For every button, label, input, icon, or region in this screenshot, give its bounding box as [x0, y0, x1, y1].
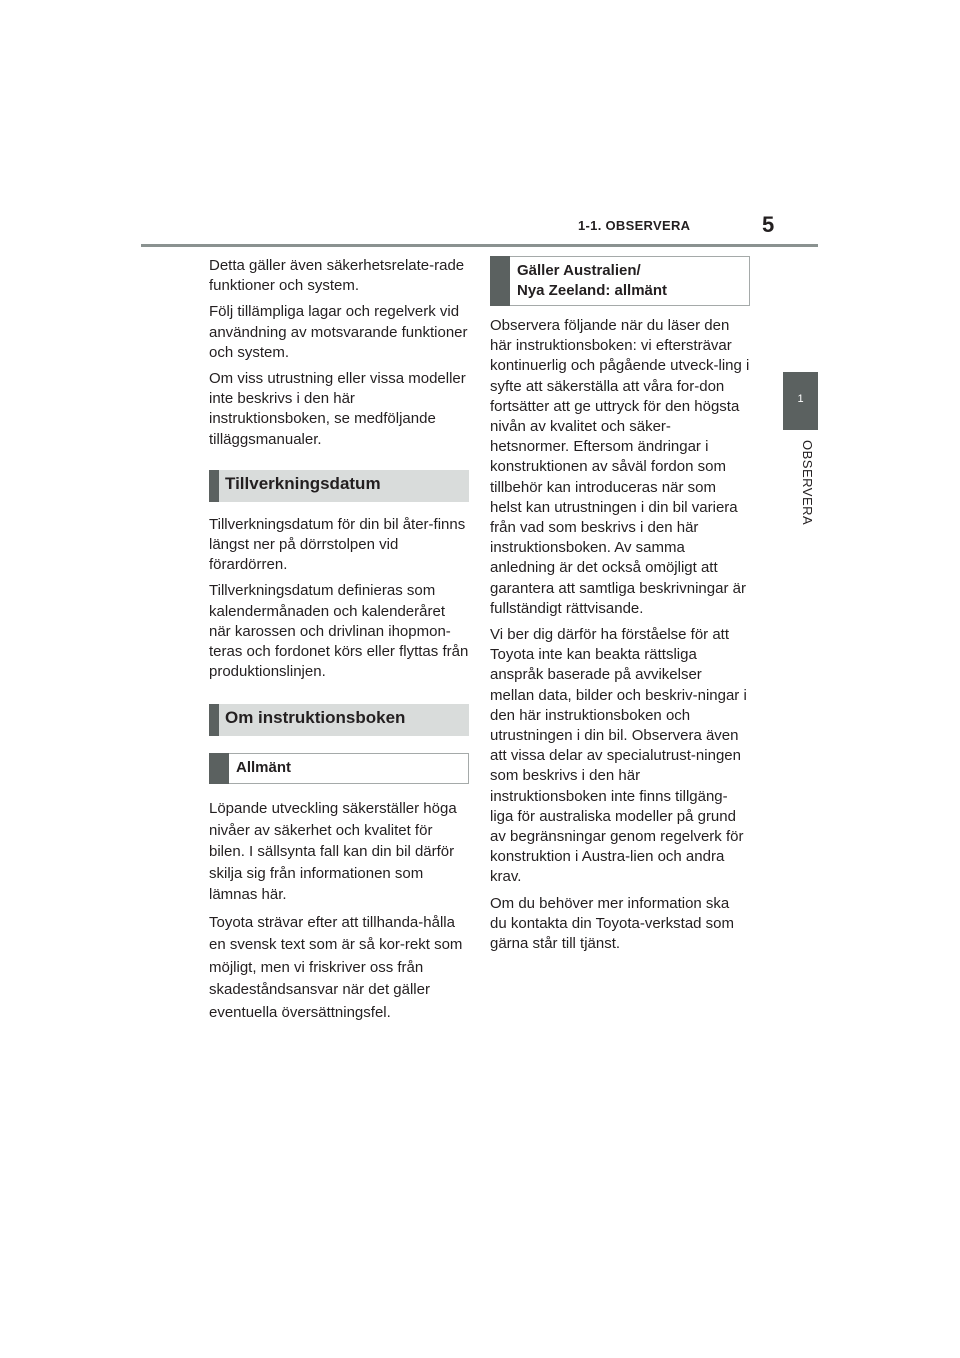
page-number: 5 — [762, 212, 775, 237]
subsection-heading-australien — [490, 256, 750, 306]
subsection-heading-text: Allmänt — [236, 759, 292, 777]
body-paragraph: Tillverkningsdatum definieras som kalendermånaden och kalenderåret när karossen och drivlinan ihopmon-teras och fordonet körs eller flyttas från produktionslinjen. — [209, 582, 469, 681]
body-paragraph: Om du behöver mer information ska du kontakta din Toyota-verkstad som gärna står till tjänst. — [490, 894, 735, 953]
subsection-body — [209, 798, 469, 1024]
body-paragraph: Toyota strävar efter att tillhanda-hålla en svensk text som är så kor-rekt som möjligt, men vi friskriver oss från skadeståndsansvar när det gäller eventuella översättningsfel. — [209, 913, 463, 1021]
section-heading-om-instruktionsboken — [209, 704, 469, 736]
subheading-marker — [209, 753, 229, 784]
chapter-tab-number: 1 — [797, 393, 804, 405]
intro-paragraph: Detta gäller även säkerhetsrelate-rade funktioner och system. — [209, 257, 465, 295]
heading-marker — [209, 704, 219, 736]
body-paragraph: Löpande utveckling säkerställer höga nivåer av säkerhet och kvalitet för bilen. I sällsynta fall kan din bil därför skilja sig från informationen som lämnas här. — [209, 800, 457, 904]
subsection-heading-line: Gäller Australien/ — [517, 262, 641, 279]
heading-marker — [209, 470, 219, 502]
section-heading-text: Tillverkningsdatum — [225, 473, 381, 493]
body-paragraph: Vi ber dig därför ha förståelse för att Toyota inte kan beakta rättsliga anspråk baserade på avvikelser mellan data, bilder och beskriv-ningar i den här instruktionsboken och utrustningen i din bil. Observera även att vissa delar av specialutrust-ningen som beskrivs i den här instruktionsboken inte finns tillgäng-liga för australiska modeller på grund av begränsningar genom regelverk för konstruktion i Austra-lien och andra krav. — [490, 626, 747, 886]
body-paragraph: Tillverkningsdatum för din bil åter-finns längst ner på dörrstolpen vid förardörren. — [209, 515, 466, 574]
section-heading-text: Om instruktionsboken — [225, 708, 406, 728]
intro-paragraph: Om viss utrustning eller vissa modeller inte beskrivs i den här instruktionsboken, se medföljande tilläggsmanualer. — [209, 370, 466, 448]
header-divider — [141, 244, 818, 247]
right-column — [490, 256, 750, 960]
subsection-heading-text — [517, 261, 667, 301]
section-header: 1-1. OBSERVERA — [578, 218, 691, 233]
chapter-side-label-text: OBSERVERA — [800, 440, 815, 526]
chapter-side-label — [780, 440, 820, 540]
subheading-marker — [490, 256, 510, 306]
left-column — [209, 256, 469, 1030]
body-paragraph: Observera följande när du läser den här instruktionsboken: vi eftersträvar kontinuerlig och pågående utveck-ling i syfte att säkerställa att våra for-don fortsätter att ge uttryck för den högsta nivån av kvalitet och säker-hetsnormer. Eftersom ändringar i konstruktionen av såväl fordon som tillbehör kan introduceras när som helst kan utrustningen i din bil variera från vad som beskrivs i den här instruktionsboken. Av samma anledning är det också omöjligt att garantera att samtliga beskrivningar är fullständigt rättvisande. — [490, 317, 750, 617]
subsection-heading-allmant — [209, 753, 469, 784]
intro-paragraph: Följ tillämpliga lagar och regelverk vid användning av motsvarande funktioner och system. — [209, 303, 468, 361]
section-heading-tillverkningsdatum — [209, 470, 469, 502]
chapter-tab[interactable] — [783, 372, 818, 430]
subsection-heading-line: Nya Zeeland: allmänt — [517, 282, 668, 299]
